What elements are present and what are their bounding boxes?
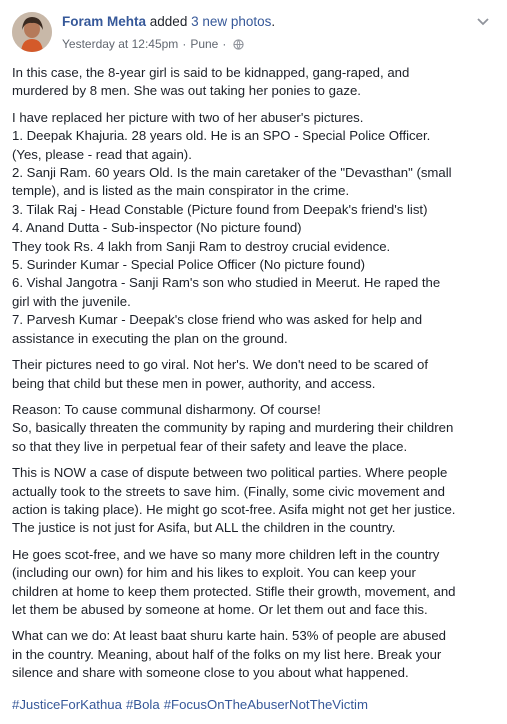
post-paragraph xyxy=(12,627,498,682)
meta-separator-2: · xyxy=(222,37,227,51)
text-line: 4. Anand Dutta - Sub-inspector (No picture found) xyxy=(12,220,302,236)
author-line xyxy=(62,14,275,29)
text-line: What can we do: At least baat shuru karte hain. 53% of people are abused xyxy=(12,628,447,644)
text-line: 6. Vishal Jangotra - Sanji Ram's son who studied in Meerut. He raped the xyxy=(12,275,441,291)
text-line: (including our own) for him and his likes to exploit. You can keep your xyxy=(12,565,416,581)
text-line: So, basically threaten the community by raping and murdering their children xyxy=(12,420,454,436)
timestamp[interactable]: Yesterday at 12:45pm xyxy=(62,37,179,51)
photos-link[interactable]: 3 new photos xyxy=(191,14,272,29)
text-line: In this case, the 8-year girl is said to be kidnapped, gang-raped, and xyxy=(12,65,410,80)
post-paragraph xyxy=(12,356,498,393)
action-prefix: added xyxy=(149,14,188,29)
avatar[interactable] xyxy=(12,12,52,52)
text-line: action is taking place). He might go scot-free. Asifa might not get her justice. xyxy=(12,501,456,517)
text-line: He goes scot-free, and we have so many more children left in the country xyxy=(12,546,440,562)
text-line: 2. Sanji Ram. 60 years Old. Is the main caretaker of the "Devasthan" (small xyxy=(12,165,452,181)
meta-separator: · xyxy=(182,37,187,51)
text-line: silence and share with someone close to you about what happened. xyxy=(12,665,409,681)
text-line: 5. Surinder Kumar - Special Police Officer (No picture found) xyxy=(12,257,366,273)
text-line: 1. Deepak Khajuria. 28 years old. He is an SPO - Special Police Officer. xyxy=(12,128,431,144)
text-line: This is NOW a case of dispute between two political parties. Where people xyxy=(12,465,448,481)
post-paragraph xyxy=(12,546,498,620)
text-line: girl with the juvenile. xyxy=(12,293,131,309)
post-paragraph xyxy=(12,109,498,348)
text-line: actually took to the streets to save him. (Finally, some civic movement and xyxy=(12,483,445,499)
text-line: They took Rs. 4 lakh from Sanji Ram to destroy crucial evidence. xyxy=(12,238,391,254)
post-meta xyxy=(62,37,244,51)
text-line: (Yes, please - read that again). xyxy=(12,146,192,162)
text-line: 3. Tilak Raj - Head Constable (Picture found from Deepak's friend's list) xyxy=(12,201,428,217)
text-line: murdered by 8 men. She was out taking her ponies to gaze. xyxy=(12,83,361,99)
text-line: being that child but these men in power, authority, and access. xyxy=(12,375,376,391)
post-paragraph xyxy=(12,464,498,538)
text-line: temple), and is listed as the main conspirator in the crime. xyxy=(12,183,350,199)
globe-icon[interactable] xyxy=(233,39,244,50)
location[interactable]: Pune xyxy=(190,37,219,51)
post-header xyxy=(0,0,507,62)
text-line: let them be abused by someone at home. Or let them out and face this. xyxy=(12,601,428,617)
text-line: The justice is not just for Asifa, but ALL the children in the country. xyxy=(12,520,396,536)
text-line: in the country. Meaning, about half of the folks on my list here. Break your xyxy=(12,646,442,662)
text-line: Their pictures need to go viral. Not her's. We don't need to be scared of xyxy=(12,357,429,373)
text-line: so that they live in perpetual fear of their safety and leave the place. xyxy=(12,438,408,454)
post-paragraph xyxy=(12,64,498,101)
text-line: Reason: To cause communal disharmony. Of course! xyxy=(12,401,321,417)
hashtags xyxy=(12,697,372,712)
text-line: 7. Parvesh Kumar - Deepak's close friend who was asked for help and xyxy=(12,312,423,328)
text-line: I have replaced her picture with two of her abuser's pictures. xyxy=(12,109,364,125)
hashtag-link[interactable]: #JusticeForKathua xyxy=(12,697,122,712)
author-name[interactable]: Foram Mehta xyxy=(62,14,147,29)
post-paragraph xyxy=(12,401,498,456)
text-line: children at home to keep them protected. Stifle their growth, movement, and xyxy=(12,583,456,599)
post-options-button[interactable] xyxy=(473,12,493,32)
profile-photo xyxy=(12,12,52,52)
hashtag-link[interactable]: #Bola xyxy=(125,697,160,712)
post-body xyxy=(12,64,498,691)
action-suffix: . xyxy=(271,14,276,29)
text-line: assistance in executing the plan on the ground. xyxy=(12,330,288,346)
chevron-down-icon xyxy=(477,18,489,26)
hashtag-link[interactable]: #FocusOnTheAbuserNotTheVictim xyxy=(163,697,368,712)
